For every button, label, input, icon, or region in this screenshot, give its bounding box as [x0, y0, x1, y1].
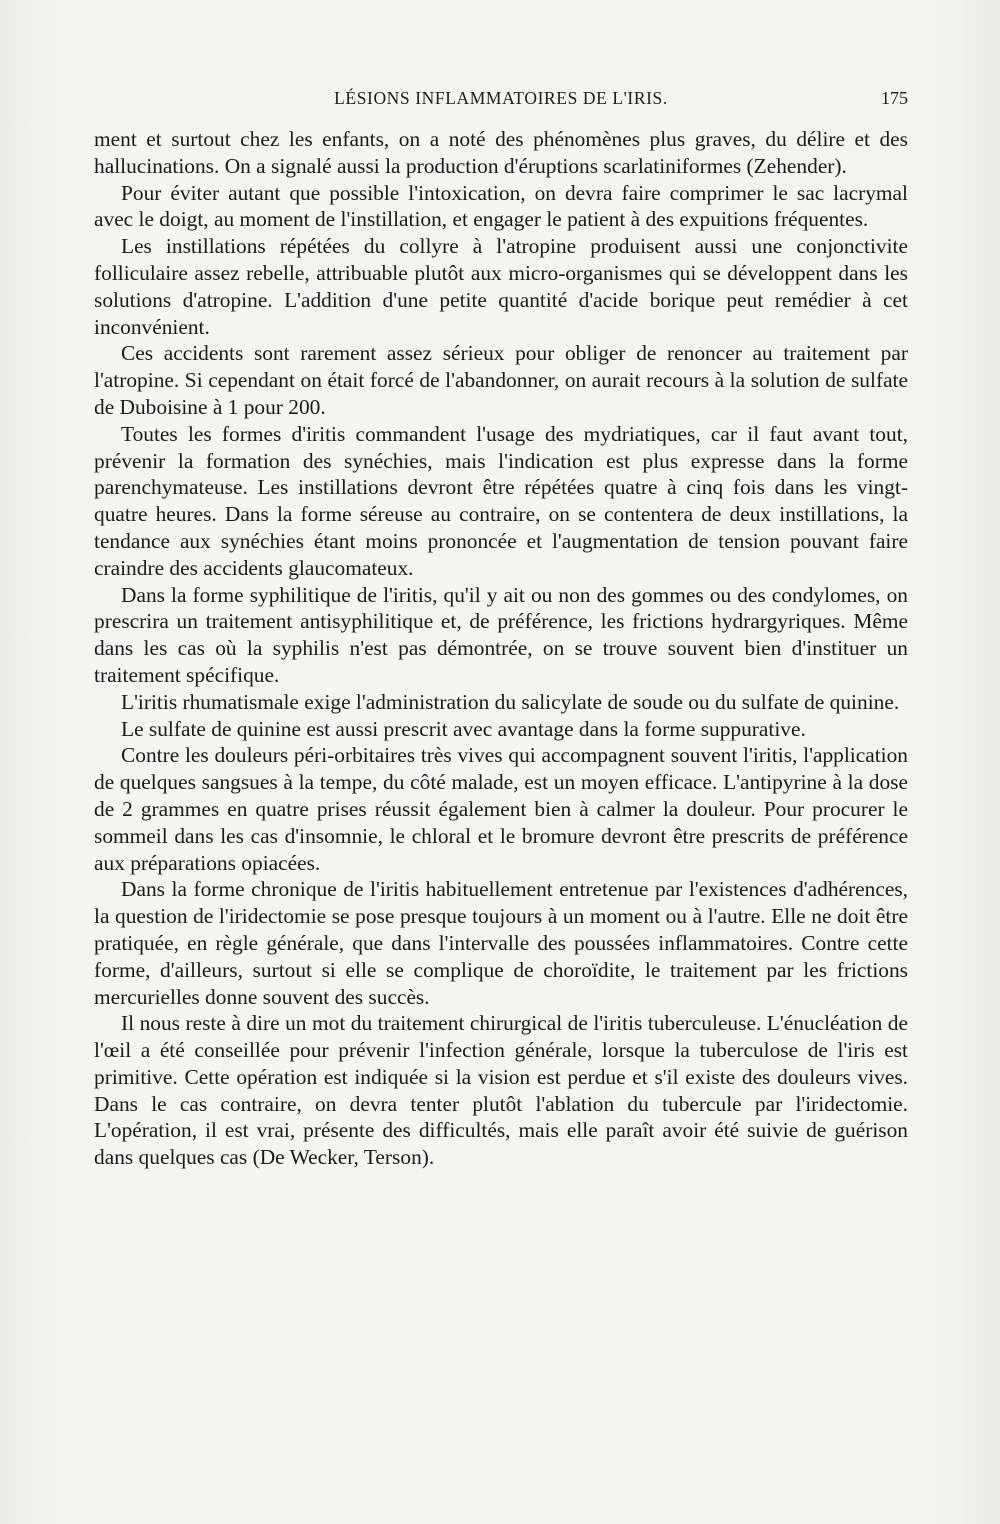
body-text [94, 126, 908, 1171]
paragraph-rhumatismale: L'iritis rhumatismale exige l'administration du salicylate de soude ou du sulfate de quinine. [121, 689, 900, 714]
paragraph-intoxication: Pour éviter autant que possible l'intoxication, on devra faire comprimer le sac lacrymal avec le doigt, au moment de l'instillation, et engager le patient à des expuitions fréquentes. [94, 180, 908, 232]
paragraph-quinine: Le sulfate de quinine est aussi prescrit avec avantage dans la forme suppurative. [121, 716, 806, 741]
paragraph-conjonctivite: Les instillations répétées du collyre à l'atropine produisent aussi une conjonctivite folliculaire assez rebelle, attribuable plutôt aux micro-organismes qui se développent dans les solutions d'atropine. L'addition d'une petite quantité d'acide borique peut remédier à cet inconvénient. [94, 234, 908, 339]
page-number: 175 [881, 88, 908, 108]
paragraph-mydriatiques: Toutes les formes d'iritis commandent l'usage des mydriatiques, car il faut avant tout, prévenir la formation des synéchies, mais l'indication est plus expresse dans la forme parenchymateuse. Les instillations devront être répétées quatre à cinq fois dans les vingt-quatre heures. Dans la forme séreuse au contraire, on se contentera de deux instillations, la tendance aux synéchies étant moins prononcée et l'augmentation de tension pouvant faire craindre des accidents glaucomateux. [94, 421, 908, 580]
paragraph-tuberculeuse: Il nous reste à dire un mot du traitement chirurgical de l'iritis tuberculeuse. L'énucléation de l'œil a été conseillée pour prévenir l'infection générale, lorsque la tuberculose de l'iris est primitive. Cette opération est indiquée si la vision est perdue et s'il existe des douleurs vives. Dans le cas contraire, on devra tenter plutôt l'ablation du tubercule par l'iridectomie. L'opération, il est vrai, présente des difficultés, mais elle paraît avoir été suivie de guérison dans quelques cas (De Wecker, Terson). [94, 1011, 908, 1170]
paragraph-douleurs: Contre les douleurs péri-orbitaires très vives qui accompagnent souvent l'iritis, l'application de quelques sangsues à la tempe, du côté malade, est un moyen efficace. L'antipyrine à la dose de 2 grammes en quatre prises réussit également bien à calmer la douleur. Pour procurer le sommeil dans les cas d'insomnie, le chloral et le bromure devront être prescrits de préférence aux préparations opiacées. [94, 743, 908, 875]
running-title: LÉSIONS INFLAMMATOIRES DE L'IRIS. [334, 88, 668, 108]
page-header [94, 88, 908, 118]
paragraph-syphilitique: Dans la forme syphilitique de l'iritis, qu'il y ait ou non des gommes ou des condylomes, on prescrira un traitement antisyphilitique et, de préférence, les frictions hydrargyriques. Même dans les cas où la syphilis n'est pas démontrée, on se trouve souvent bien d'instituer un traitement spécifique. [94, 582, 908, 687]
paragraph-iridectomie: Dans la forme chronique de l'iritis habituellement entretenue par l'existences d'adhérences, la question de l'iridectomie se pose presque toujours à un moment ou à l'autre. Elle ne doit être pratiquée, en règle générale, que dans l'intervalle des poussées inflammatoires. Contre cette forme, d'ailleurs, surtout si elle se complique de choroïdite, le traitement par les frictions mercurielles donne souvent des succès. [94, 877, 908, 1009]
paragraph-continuation: ment et surtout chez les enfants, on a noté des phénomènes plus graves, du délire et des hallucinations. On a signalé aussi la production d'éruptions scarlatiniformes (Zehender). [94, 127, 908, 178]
paragraph-accidents: Ces accidents sont rarement assez sérieux pour obliger de renoncer au traitement par l'atropine. Si cependant on était forcé de l'abandonner, on aurait recours à la solution de sulfate de Duboisine à 1 pour 200. [94, 341, 908, 419]
